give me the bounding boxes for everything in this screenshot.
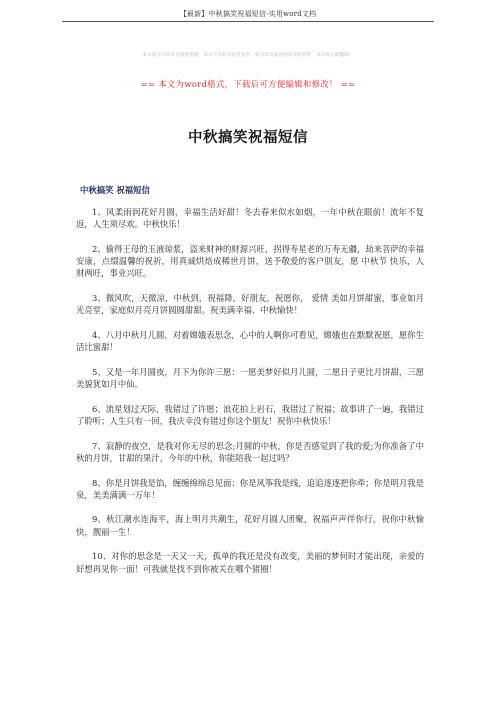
paragraph: 6、流星划过天际，我错过了许愿；浪花拍上岩石，我错过了祝福；故事讲了一遍，我错过了聆听；人生只有一回，我庆幸没有错过你这个朋友！祝你中秋快乐！ [76, 403, 424, 427]
edit-notice: == 本文为word格式，下载后可方便编辑和修改！ == [140, 79, 356, 89]
header-title: 【最新】中秋搞笑祝福短信-实用word文档 [179, 10, 317, 18]
paragraph: 4、八月中秋月儿圆，对着嫦娥表思念，心中的人啊你可看见，嫦娥也在默默祝愿，愿你生活比蜜甜！ [76, 329, 424, 353]
document-subtitle: 中秋搞笑 祝福短信 [80, 185, 150, 195]
paragraph: 3、微风吹，天微凉，中秋到，祝福降，好朋友，祝愿你， 爱情 美如月饼甜蜜，事业如月光亮堂，家庭似月亮月饼圆圆甜甜。祝美满幸福、中秋愉快！ [76, 293, 424, 316]
paragraph: 10、对你的思念是一天又一天，孤单的我还是没有改变，美丽的梦何时才能出现，亲爱的好想再见你一面！可我就是找不到你被关在哪个猪圈！ [76, 551, 424, 574]
paragraph: 7、寂静的夜空，是我对你无尽的思念;月圆的中秋，你是否感觉到了我的爱;为你准备了中秋的月饼，甘甜的果汁，今年的中秋，你能陪我一起过吗？ [76, 440, 424, 463]
document-body [76, 206, 424, 587]
header-rule [62, 21, 434, 22]
paragraph: 5、又是一年月圆夜，月下为你许三愿：一愿美梦好似月儿圆，二愿日子更比月饼甜，三愿美貌犹如月中仙。 [76, 366, 424, 390]
paragraph: 8、你是月饼我是馅，缠缠绵绵总见面；你是风筝我是线，追追逐逐把你牵；你是明月我是泉，美美满满一万年！ [76, 477, 424, 500]
paragraph: 2、偷得王母的玉液琼浆，盗来财神的财源兴旺，拐得寿星老的万寿无疆，劫来菩萨的幸福安康，点缀温馨的祝祈，用真诚烘焙成稀世月饼，送予敬爱的客户朋友，愿 中秋节 快乐，人财两旺，事业兴旺。 [76, 243, 424, 279]
document-title: 中秋搞笑祝福短信 [188, 129, 308, 146]
disclaimer-text: 本文部分内容来自网络整理，本司不为其真实性负责，如有异议或侵权请及时联系，本司将立即删除！ [142, 53, 354, 58]
paragraph: 1、风柔雨润花好月圆，幸福生活好甜！冬去春来似水如烟，一年中秋在眼前！流年不复返，人生须尽欢。中秋快乐！ [76, 207, 424, 230]
paragraph: 9、秋江潮水连海平，海上明月共潮生，花好月圆人团聚，祝福声声伴你行。祝你中秋愉快，靓丽一生！ [76, 514, 424, 537]
